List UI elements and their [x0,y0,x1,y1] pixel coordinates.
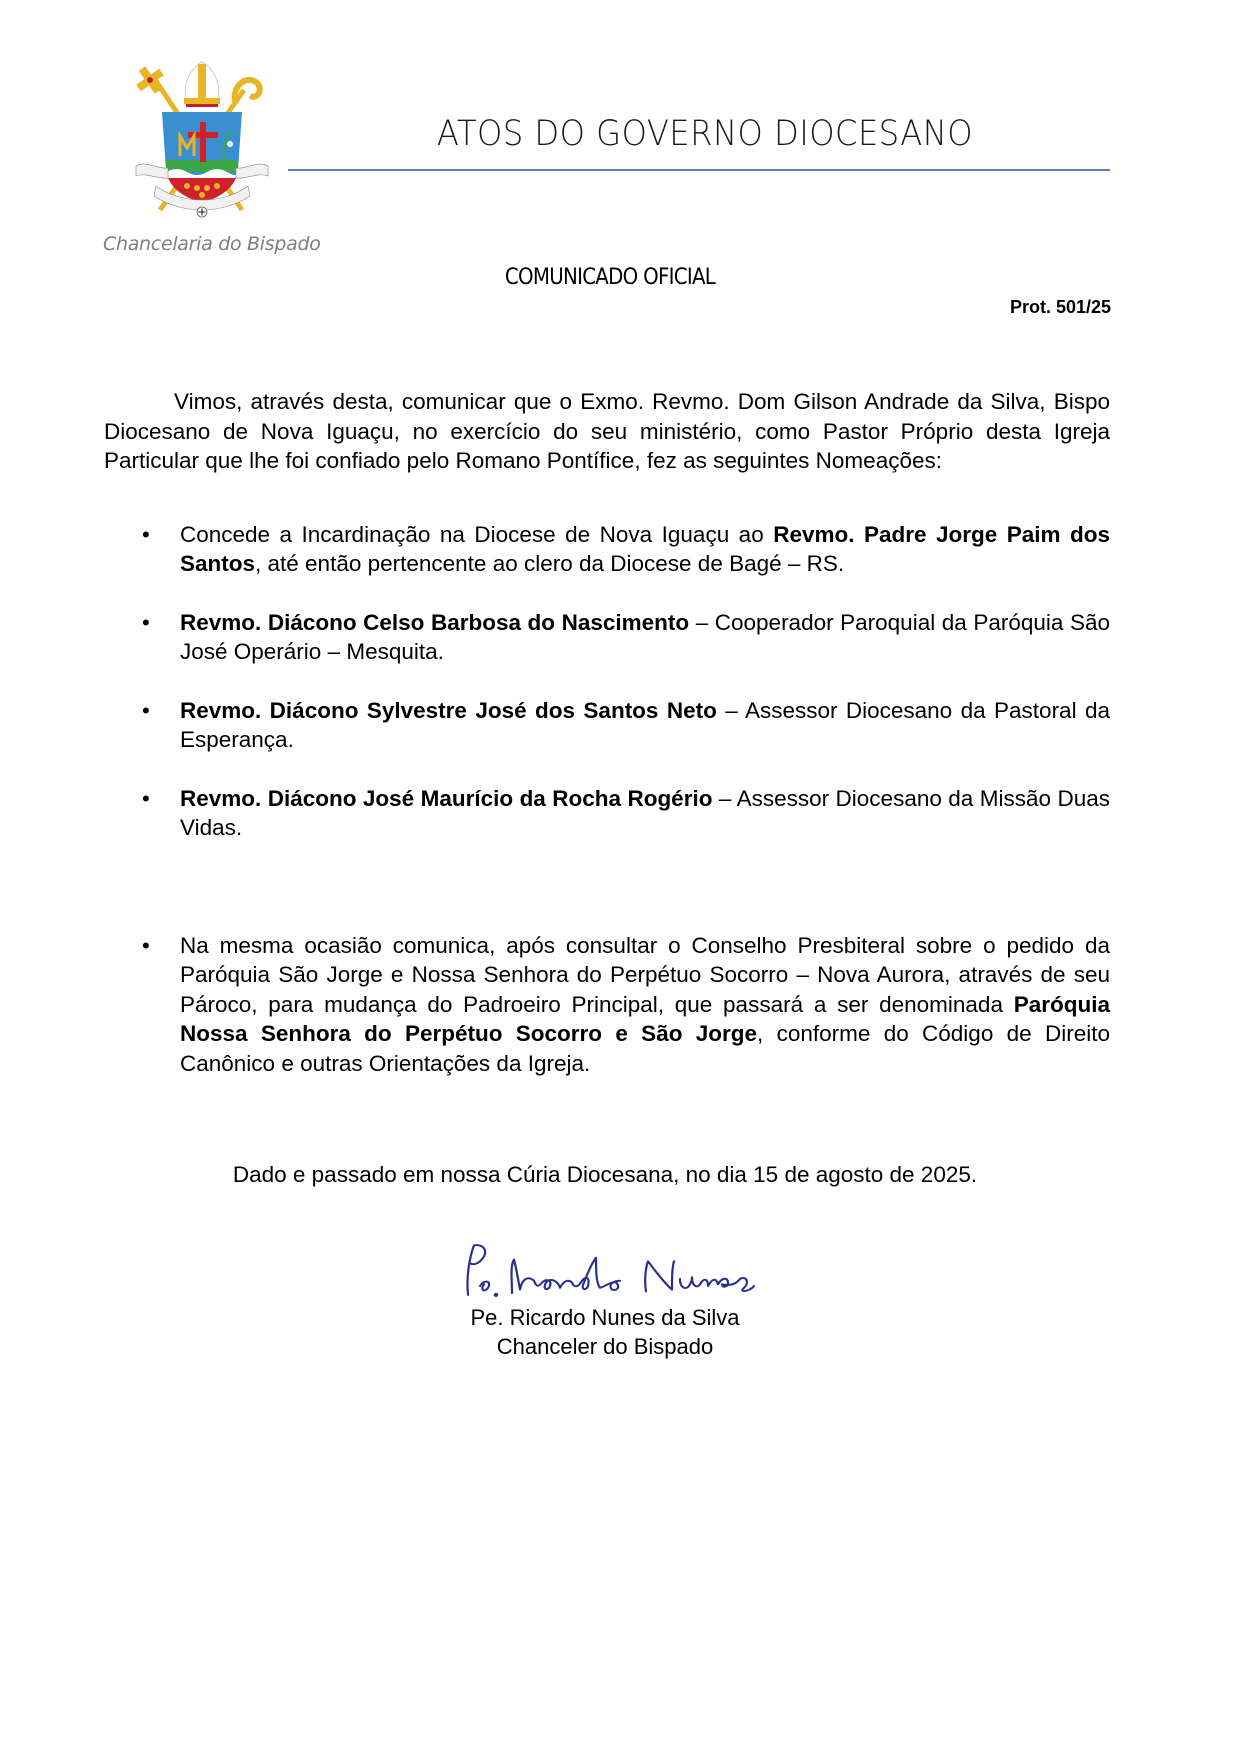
bullet-icon: • [142,932,150,958]
document-title: COMUNICADO OFICIAL [504,265,716,290]
item-bold-name: Revmo. Diácono Sylvestre José dos Santos Neto [180,697,717,723]
mitre-icon [184,62,220,107]
handwritten-signature [450,1240,780,1302]
bullet-icon: • [142,785,150,811]
list-item [104,520,1110,579]
item-text: , até então pertencente ao clero da Diocese de Bagé – RS. [255,551,845,576]
item-text: Concede a Incardinação na Diocese de Nova Iguaçu ao [180,521,774,547]
office-caption: Chancelaria do Bispado [103,233,321,255]
item-text: – Assessor Diocesano da Pastoral da Esperança. [180,697,1111,752]
item-bold-name: Revmo. Diácono José Maurício da Rocha Rogério [180,785,713,811]
item-bold-name: Revmo. Padre Jorge Paim dos Santos [180,521,1110,576]
item-text: – Cooperador Paroquial da Paróquia São José Operário – Mesquita. [180,609,1110,664]
diocese-coat-of-arms-logo [132,60,272,220]
list-item [104,931,1110,1079]
item-bold-name: Revmo. Diácono Celso Barbosa do Nascimento [180,609,690,635]
item-text: Na mesma ocasião comunica, após consultar o Conselho Presbiteral sobre o pedido da Paróquia São Jorge e Nossa Senhora do Perpétuo Socorro – Nova Aurora, através de seu Pároco, para mudança do Padroeiro Principal, que passará a ser denominada [180,932,1110,1017]
intro-paragraph: Vimos, através desta, comunicar que o Exmo. Revmo. Dom Gilson Andrade da Silva, Bispo Diocesano de Nova Iguaçu, no exercício do seu ministério, como Pastor Próprio desta Igreja Particular que lhe foi confiado pelo Romano Pontífice, fez as seguintes Nomeações: [104,389,1110,473]
page-header-title: ATOS DO GOVERNO DIOCESANO [436,114,974,154]
closing-statement: Dado e passado em nossa Cúria Diocesana, no dia 15 de agosto de 2025. [232,1162,978,1187]
header-divider [288,169,1110,171]
list-item [104,608,1110,667]
signer-name: Pe. Ricardo Nunes da Silva [470,1305,740,1330]
ribbon-right [236,164,268,178]
item-text: , conforme do Código de Direito Canônico e outras Orientações da Igreja. [180,1021,1110,1076]
processional-cross-icon [136,66,164,94]
item-bold-name: Paróquia Nossa Senhora do Perpétuo Socorro e São Jorge [180,991,1110,1046]
signer-role: Chanceler do Bispado [496,1334,714,1359]
ribbon-left [136,164,168,178]
item-text: – Assessor Diocesano da Missão Duas Vidas. [180,785,1110,840]
bullet-icon: • [142,697,150,723]
document-body [104,387,1110,1078]
bullet-icon: • [142,521,150,547]
bullet-icon: • [142,609,150,635]
appointments-list [104,520,1110,1079]
list-item [104,784,1110,843]
list-item [104,696,1110,755]
protocol-number: Prot. 501/25 [1009,297,1111,317]
